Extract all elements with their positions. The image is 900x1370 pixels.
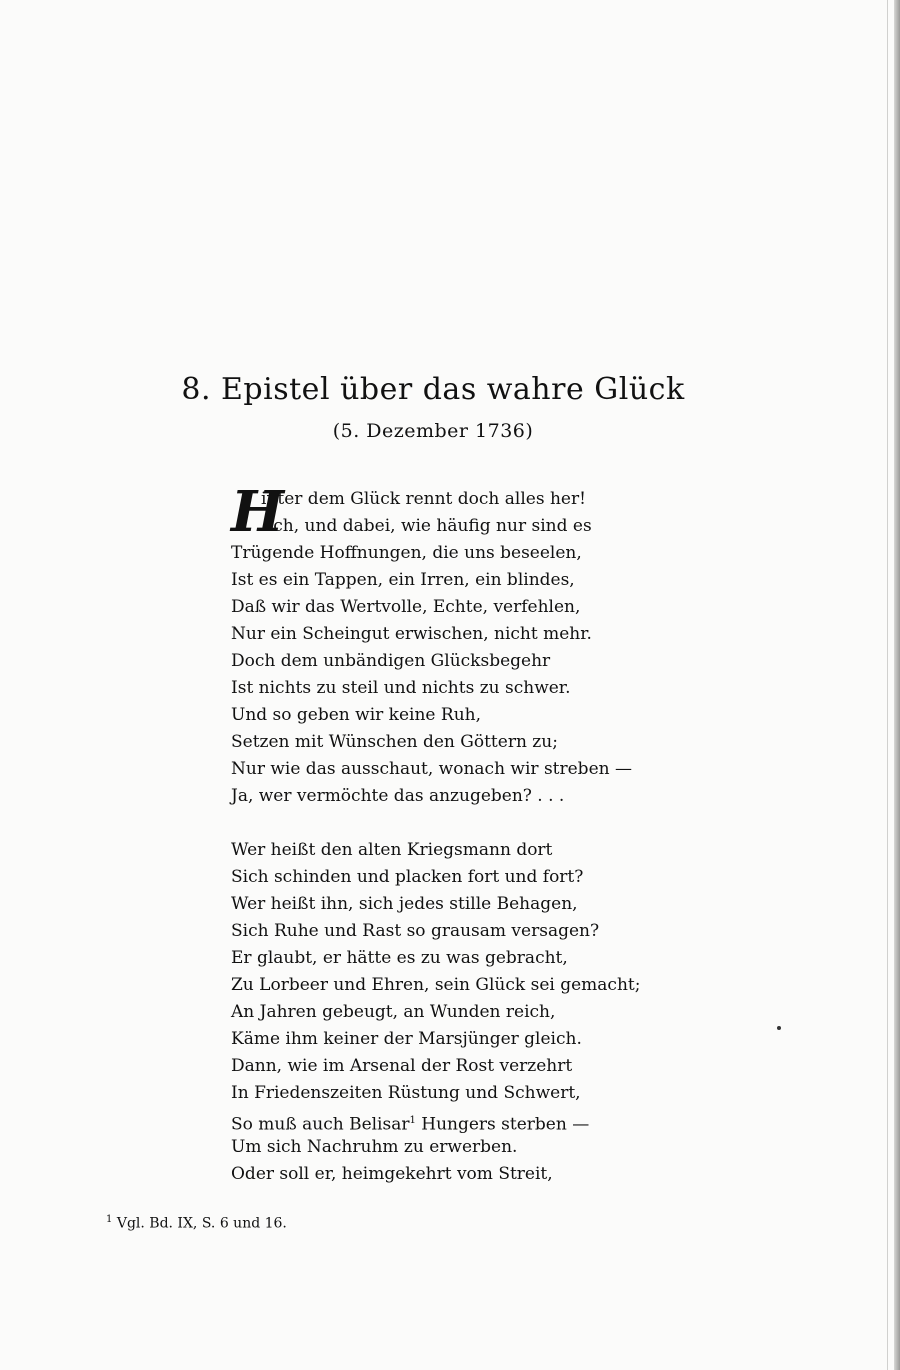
poem-line: Ja, wer vermöchte das anzugeben? . . . — [231, 786, 565, 806]
poem-line: Doch dem unbändigen Glücksbegehr — [231, 651, 551, 671]
poem-line-belisar — [231, 1107, 661, 1134]
poem-line: Er glaubt, er hätte es zu was gebracht, — [231, 948, 568, 968]
poem-line: Oder soll er, heimgekehrt vom Streit, — [231, 1164, 553, 1184]
poem-line: Um sich Nachruhm zu erwerben. — [231, 1137, 518, 1157]
poem-line: Sich Ruhe und Rast so grausam versagen? — [231, 921, 600, 941]
poem-line: Zu Lorbeer und Ehren, sein Glück sei gemacht; — [231, 975, 641, 995]
stanza-1 — [231, 479, 661, 810]
footnote-reference[interactable]: 1 — [409, 1115, 416, 1126]
page-title: 8. Epistel über das wahre Glück — [181, 372, 685, 407]
page-subtitle-date: (5. Dezember 1736) — [332, 420, 534, 442]
poem-line: Trügende Hoffnungen, die uns beseelen, — [231, 543, 582, 563]
footnote — [106, 1214, 287, 1232]
poem-line: Dann, wie im Arsenal der Rost verzehrt — [231, 1056, 573, 1076]
poem-line: Käme ihm keiner der Marsjünger gleich. — [231, 1029, 582, 1049]
poem-line: Sich schinden und placken fort und fort? — [231, 867, 584, 887]
poem-line: Nur wie das ausschaut, wonach wir streben — — [231, 759, 632, 779]
poem — [231, 479, 661, 1215]
poem-line-belisar-start: So muß auch Belisar — [231, 1114, 410, 1135]
poem-line: Ach, und dabei, wie häufig nur sind es — [261, 516, 592, 536]
poem-line: In Friedenszeiten Rüstung und Schwert, — [231, 1083, 581, 1103]
poem-line: Daß wir das Wertvolle, Echte, verfehlen, — [231, 597, 581, 617]
footnote-text: Vgl. Bd. IX, S. 6 und 16. — [116, 1215, 287, 1232]
footnote-mark: 1 — [106, 1214, 113, 1225]
poem-line: An Jahren gebeugt, an Wunden reich, — [231, 1002, 556, 1022]
poem-line: Setzen mit Wünschen den Göttern zu; — [231, 732, 558, 752]
poem-line: Nur ein Scheingut erwischen, nicht mehr. — [231, 624, 592, 644]
poem-line: Wer heißt den alten Kriegsmann dort — [231, 840, 553, 860]
drop-cap: H — [231, 479, 284, 545]
poem-line: Ist es ein Tappen, ein Irren, ein blindes, — [231, 570, 575, 590]
print-speck — [777, 1026, 781, 1030]
stanza-2 — [231, 837, 661, 1188]
page-gutter-line — [887, 0, 888, 1370]
page-edge-shadow — [894, 0, 900, 1370]
poem-line-1-text: inter dem Glück rennt doch alles her! — [261, 489, 586, 509]
poem-line: Wer heißt ihn, sich jedes stille Behagen, — [231, 894, 578, 914]
poem-line: Ist nichts zu steil und nichts zu schwer. — [231, 678, 571, 698]
poem-line-belisar-end: Hungers sterben — — [415, 1114, 590, 1135]
poem-line: Und so geben wir keine Ruh, — [231, 705, 481, 725]
